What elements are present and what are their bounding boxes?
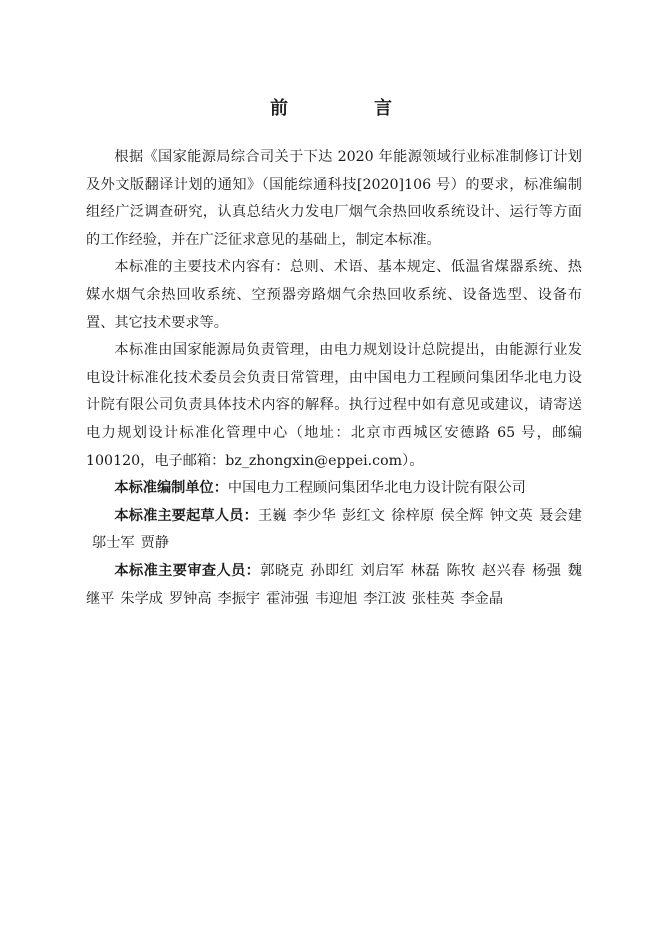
person-name: 李金晶 <box>460 590 504 607</box>
document-body <box>86 144 582 613</box>
person-name: 郭晓克 <box>260 562 305 579</box>
drafters-line <box>86 503 582 558</box>
editing-unit-value: 中国电力工程顾问集团华北电力设计院有限公司 <box>227 480 526 497</box>
person-name: 李少华 <box>292 507 336 524</box>
person-name: 徐梓原 <box>391 507 435 524</box>
person-name: 贾静 <box>140 535 169 552</box>
person-name: 罗钟高 <box>168 590 212 607</box>
person-name: 朱学成 <box>120 590 163 607</box>
editing-unit-label: 本标准编制单位： <box>114 480 228 497</box>
person-name: 陈牧 <box>445 562 476 579</box>
person-name: 王巍 <box>257 507 287 524</box>
drafters-label: 本标准主要起草人员： <box>114 507 258 524</box>
person-name: 张桂英 <box>411 590 455 607</box>
person-name: 孙即红 <box>310 562 355 579</box>
person-name: 李振宇 <box>217 590 261 607</box>
reviewers-label: 本标准主要审查人员： <box>114 562 261 579</box>
reviewers-line <box>86 558 582 613</box>
person-name: 林磊 <box>410 562 440 579</box>
paragraph-technical-content: 本标准的主要技术内容有：总则、术语、基本规定、低温省煤器系统、热媒水烟气余热回收系统、空预器旁路烟气余热回收系统、设备选型、设备布置、其它技术要求等。 <box>86 259 582 331</box>
person-name: 刘启军 <box>360 562 405 579</box>
person-name: 李江波 <box>363 590 406 607</box>
person-name: 霍沛强 <box>266 590 309 607</box>
editing-unit-line <box>86 475 582 503</box>
person-name: 韦迎旭 <box>314 590 358 607</box>
person-name: 魏继平 <box>86 562 582 607</box>
person-name: 邬士军 <box>92 535 135 552</box>
person-name: 聂会建 <box>538 507 582 524</box>
person-name: 钟文英 <box>489 507 533 524</box>
paragraph-management: 本标准由国家能源局负责管理，由电力规划设计总院提出，由能源行业发电设计标准化技术委员会负责日常管理，由中国电力工程顾问集团华北电力设计院有限公司负责具体技术内容的解释。执行过程中如有意见或建议，请寄送电力规划设计标准化管理中心（地址：北京市西城区安德路 65 号，邮编 100120，电子邮箱：bz_zhongxin@eppei.com）。 <box>86 342 582 469</box>
person-name: 赵兴春 <box>481 562 526 579</box>
page-title: 前 言 <box>270 98 426 119</box>
person-name: 杨强 <box>531 562 562 579</box>
person-name: 彭红文 <box>341 507 386 524</box>
person-name: 侯全辉 <box>440 507 484 524</box>
paragraph-basis: 根据《国家能源局综合司关于下达 2020 年能源领域行业标准制修订计划及外文版翻译计划的通知》（国能综通科技[2020]106 号）的要求，标准编制组经广泛调查研究，认真总结火力发电厂烟气余热回收系统设计、运行等方面的工作经验，并在广泛征求意见的基础上，制定本标准。 <box>86 149 582 248</box>
